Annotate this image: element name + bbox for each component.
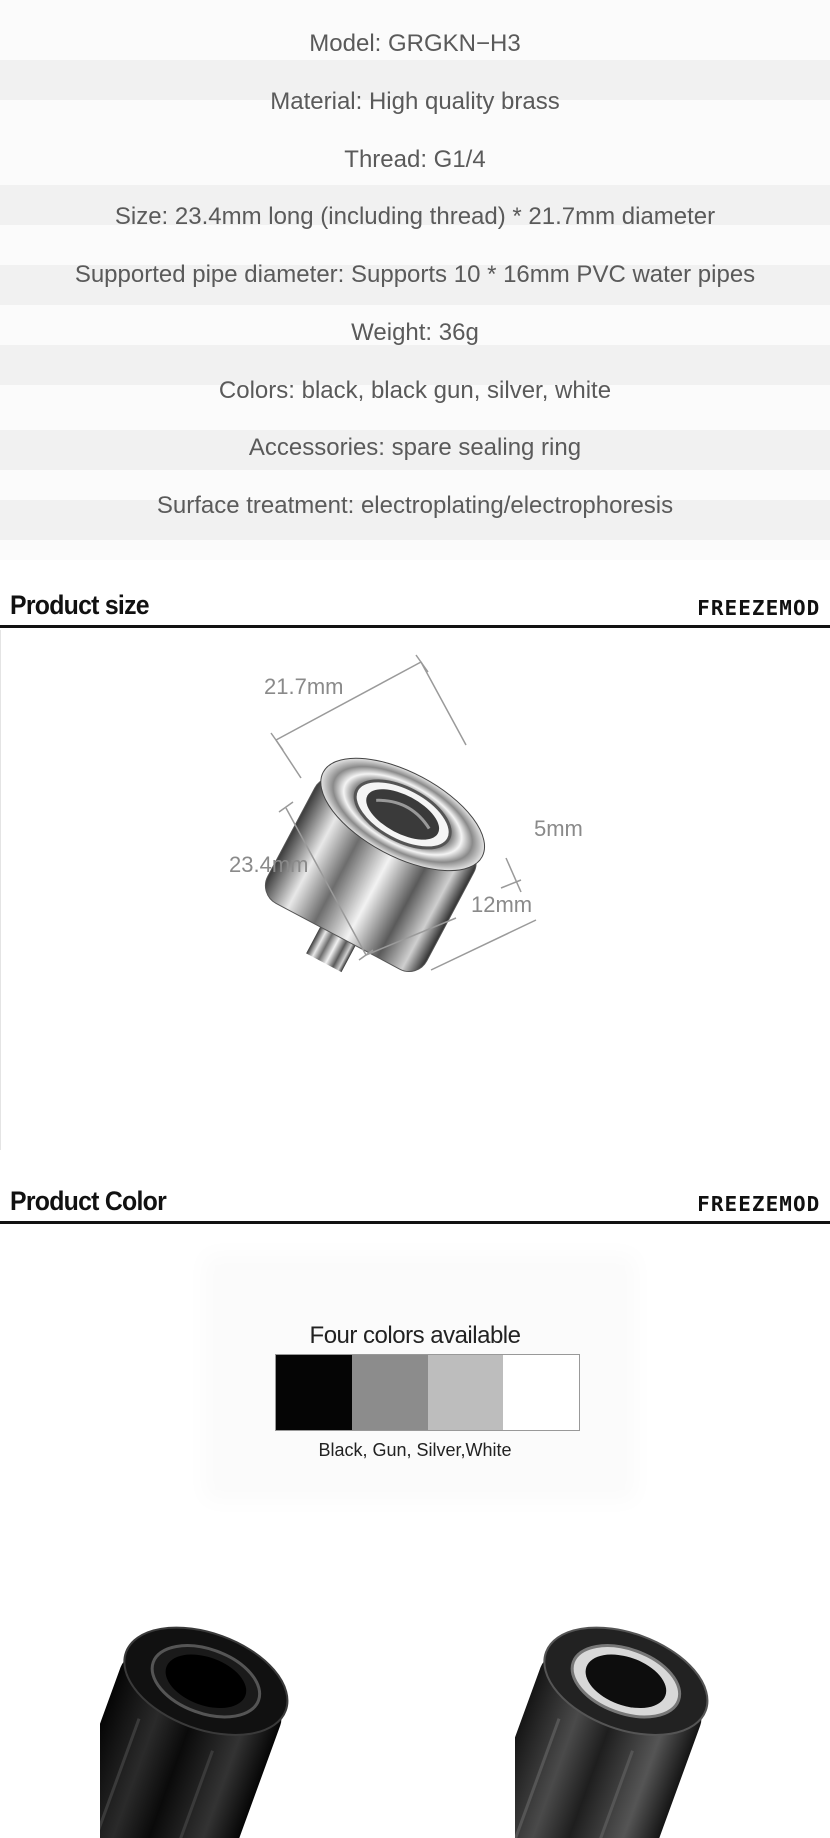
fitting-photo-black (100, 1585, 330, 1838)
section-header-product-size (0, 582, 830, 628)
section-title: Product size (10, 590, 149, 620)
brand-logo: FREEZEMOD (696, 1192, 820, 1216)
spec-accessories: Accessories: spare sealing ring (248, 434, 582, 461)
color-swatches (275, 1354, 580, 1431)
spec-model: Model: GRGKN−H3 (309, 30, 521, 57)
swatch-white (503, 1355, 579, 1430)
section-header-product-color (0, 1178, 830, 1224)
spec-thread: Thread: G1/4 (344, 146, 486, 173)
section-title: Product Color (10, 1186, 167, 1216)
fitting-dimension-drawing (1, 630, 830, 1150)
spec-surface-treatment: Surface treatment: electroplating/electrophoresis (156, 492, 674, 519)
spec-list (0, 0, 830, 560)
color-caption: Black, Gun, Silver,White (318, 1440, 512, 1460)
dimension-thread-length-label: 5mm (534, 816, 583, 841)
dimension-length-label: 23.4mm (229, 852, 309, 877)
swatch-black (276, 1355, 352, 1430)
spec-size: Size: 23.4mm long (including thread) * 21.7mm diameter (114, 203, 716, 230)
spec-weight: Weight: 36g (351, 319, 479, 346)
fitting-photo-gun (515, 1585, 745, 1838)
color-card-title: Four colors available (309, 1322, 521, 1349)
swatch-gun (352, 1355, 428, 1430)
dimension-diameter-label: 21.7mm (264, 674, 344, 699)
spec-material: Material: High quality brass (270, 88, 560, 115)
spec-pipe-diameter: Supported pipe diameter: Supports 10 * 16mm PVC water pipes (74, 261, 756, 288)
swatch-silver (428, 1355, 504, 1430)
spec-colors: Colors: black, black gun, silver, white (218, 377, 612, 404)
product-size-diagram (0, 630, 830, 1150)
dimension-thread-diameter-label: 12mm (471, 892, 533, 917)
brand-logo: FREEZEMOD (696, 596, 820, 620)
